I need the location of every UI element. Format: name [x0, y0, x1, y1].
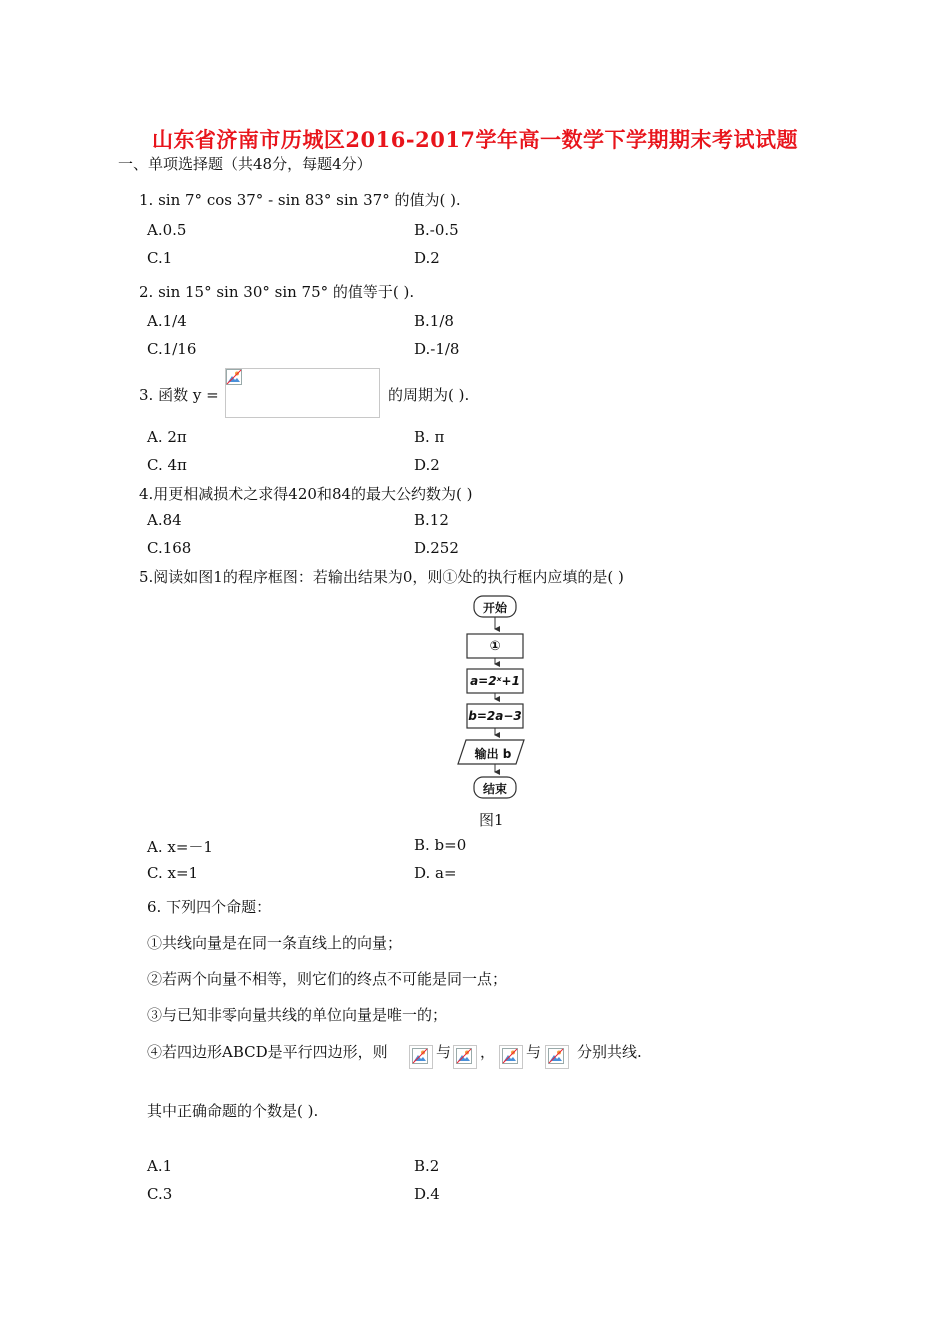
vector-image-placeholder	[499, 1045, 523, 1069]
question-2-stem: 2. sin 15° sin 30° sin 75° 的值等于( ).	[139, 283, 415, 301]
q6-comma: ，	[480, 1043, 496, 1061]
question-1-stem: 1. sin 7° cos 37° - sin 83° sin 37° 的值为( ).	[139, 191, 461, 209]
q6-and-2: 与	[526, 1043, 542, 1061]
q2-option-c: C.1/16	[147, 340, 197, 358]
question-5-stem: 5.阅读如图1的程序框图：若输出结果为0，则①处的执行框内应填的是( )	[139, 568, 624, 586]
q1-option-b: B.-0.5	[414, 221, 459, 239]
formula-image-placeholder	[225, 368, 380, 418]
q5-option-c: C. x=1	[147, 864, 199, 882]
flowchart-start-label: 开始	[482, 601, 507, 615]
question-4-stem: 4.用更相减损术之求得420和84的最大公约数为( )	[139, 485, 473, 503]
q5-option-d: D. a=	[414, 864, 457, 882]
figure-caption: 图1	[479, 811, 504, 829]
q6-option-c: C.3	[147, 1185, 173, 1203]
page-title: 山东省济南市历城区2016-2017学年高一数学下学期期末考试试题	[151, 127, 799, 152]
q2-option-a: A.1/4	[147, 312, 187, 330]
flowchart-output-label: 输出 b	[474, 747, 512, 761]
broken-image-icon	[502, 1048, 518, 1064]
q4-option-a: A.84	[147, 511, 182, 529]
broken-image-icon	[456, 1048, 472, 1064]
q5-option-b: B. b=0	[414, 836, 467, 854]
question-3-stem-suffix: 的周期为( ).	[388, 386, 470, 404]
q6-option-d: D.4	[414, 1185, 440, 1203]
vector-image-placeholder	[453, 1045, 477, 1069]
q1-option-a: A.0.5	[147, 221, 187, 239]
question-3-stem-prefix: 3. 函数 y =	[139, 386, 219, 404]
q6-statement-4-suffix: 分别共线.	[577, 1043, 642, 1061]
q1-option-c: C.1	[147, 249, 173, 267]
q4-option-c: C.168	[147, 539, 192, 557]
q6-statement-2: ②若两个向量不相等，则它们的终点不可能是同一点；	[147, 970, 508, 988]
broken-image-icon	[548, 1048, 564, 1064]
q6-option-a: A.1	[147, 1157, 173, 1175]
q6-statement-1: ①共线向量是在同一条直线上的向量；	[147, 934, 403, 952]
q6-statement-4-prefix: ④若四边形ABCD是平行四边形，则	[147, 1043, 388, 1061]
broken-image-icon	[412, 1048, 428, 1064]
q2-option-b: B.1/8	[414, 312, 454, 330]
q5-option-a: A. x=－1	[147, 838, 213, 856]
q6-option-b: B.2	[414, 1157, 440, 1175]
q1-option-d: D.2	[414, 249, 440, 267]
section-heading: 一、单项选择题（共48分，每题4分）	[118, 155, 372, 173]
q6-statement-3: ③与已知非零向量共线的单位向量是唯一的；	[147, 1006, 448, 1024]
question-6-stem: 6. 下列四个命题：	[147, 898, 272, 916]
broken-image-icon	[226, 369, 242, 385]
flowchart-end-label: 结束	[482, 782, 507, 796]
q4-option-b: B.12	[414, 511, 449, 529]
q3-option-a: A. 2π	[147, 428, 187, 446]
q4-option-d: D.252	[414, 539, 459, 557]
flowchart-step1-label: ①	[489, 639, 501, 654]
flowchart-step2-label: a=2ˣ+1	[470, 674, 520, 688]
vector-image-placeholder	[409, 1045, 433, 1069]
flowchart-figure	[450, 592, 540, 804]
flowchart-step3-label: b=2a−3	[468, 709, 522, 723]
q3-option-b: B. π	[414, 428, 445, 446]
question-6-ask: 其中正确命题的个数是( ).	[147, 1102, 319, 1120]
q3-option-d: D.2	[414, 456, 440, 474]
q6-and-1: 与	[436, 1043, 452, 1061]
q3-option-c: C. 4π	[147, 456, 187, 474]
q2-option-d: D.-1/8	[414, 340, 460, 358]
vector-image-placeholder	[545, 1045, 569, 1069]
